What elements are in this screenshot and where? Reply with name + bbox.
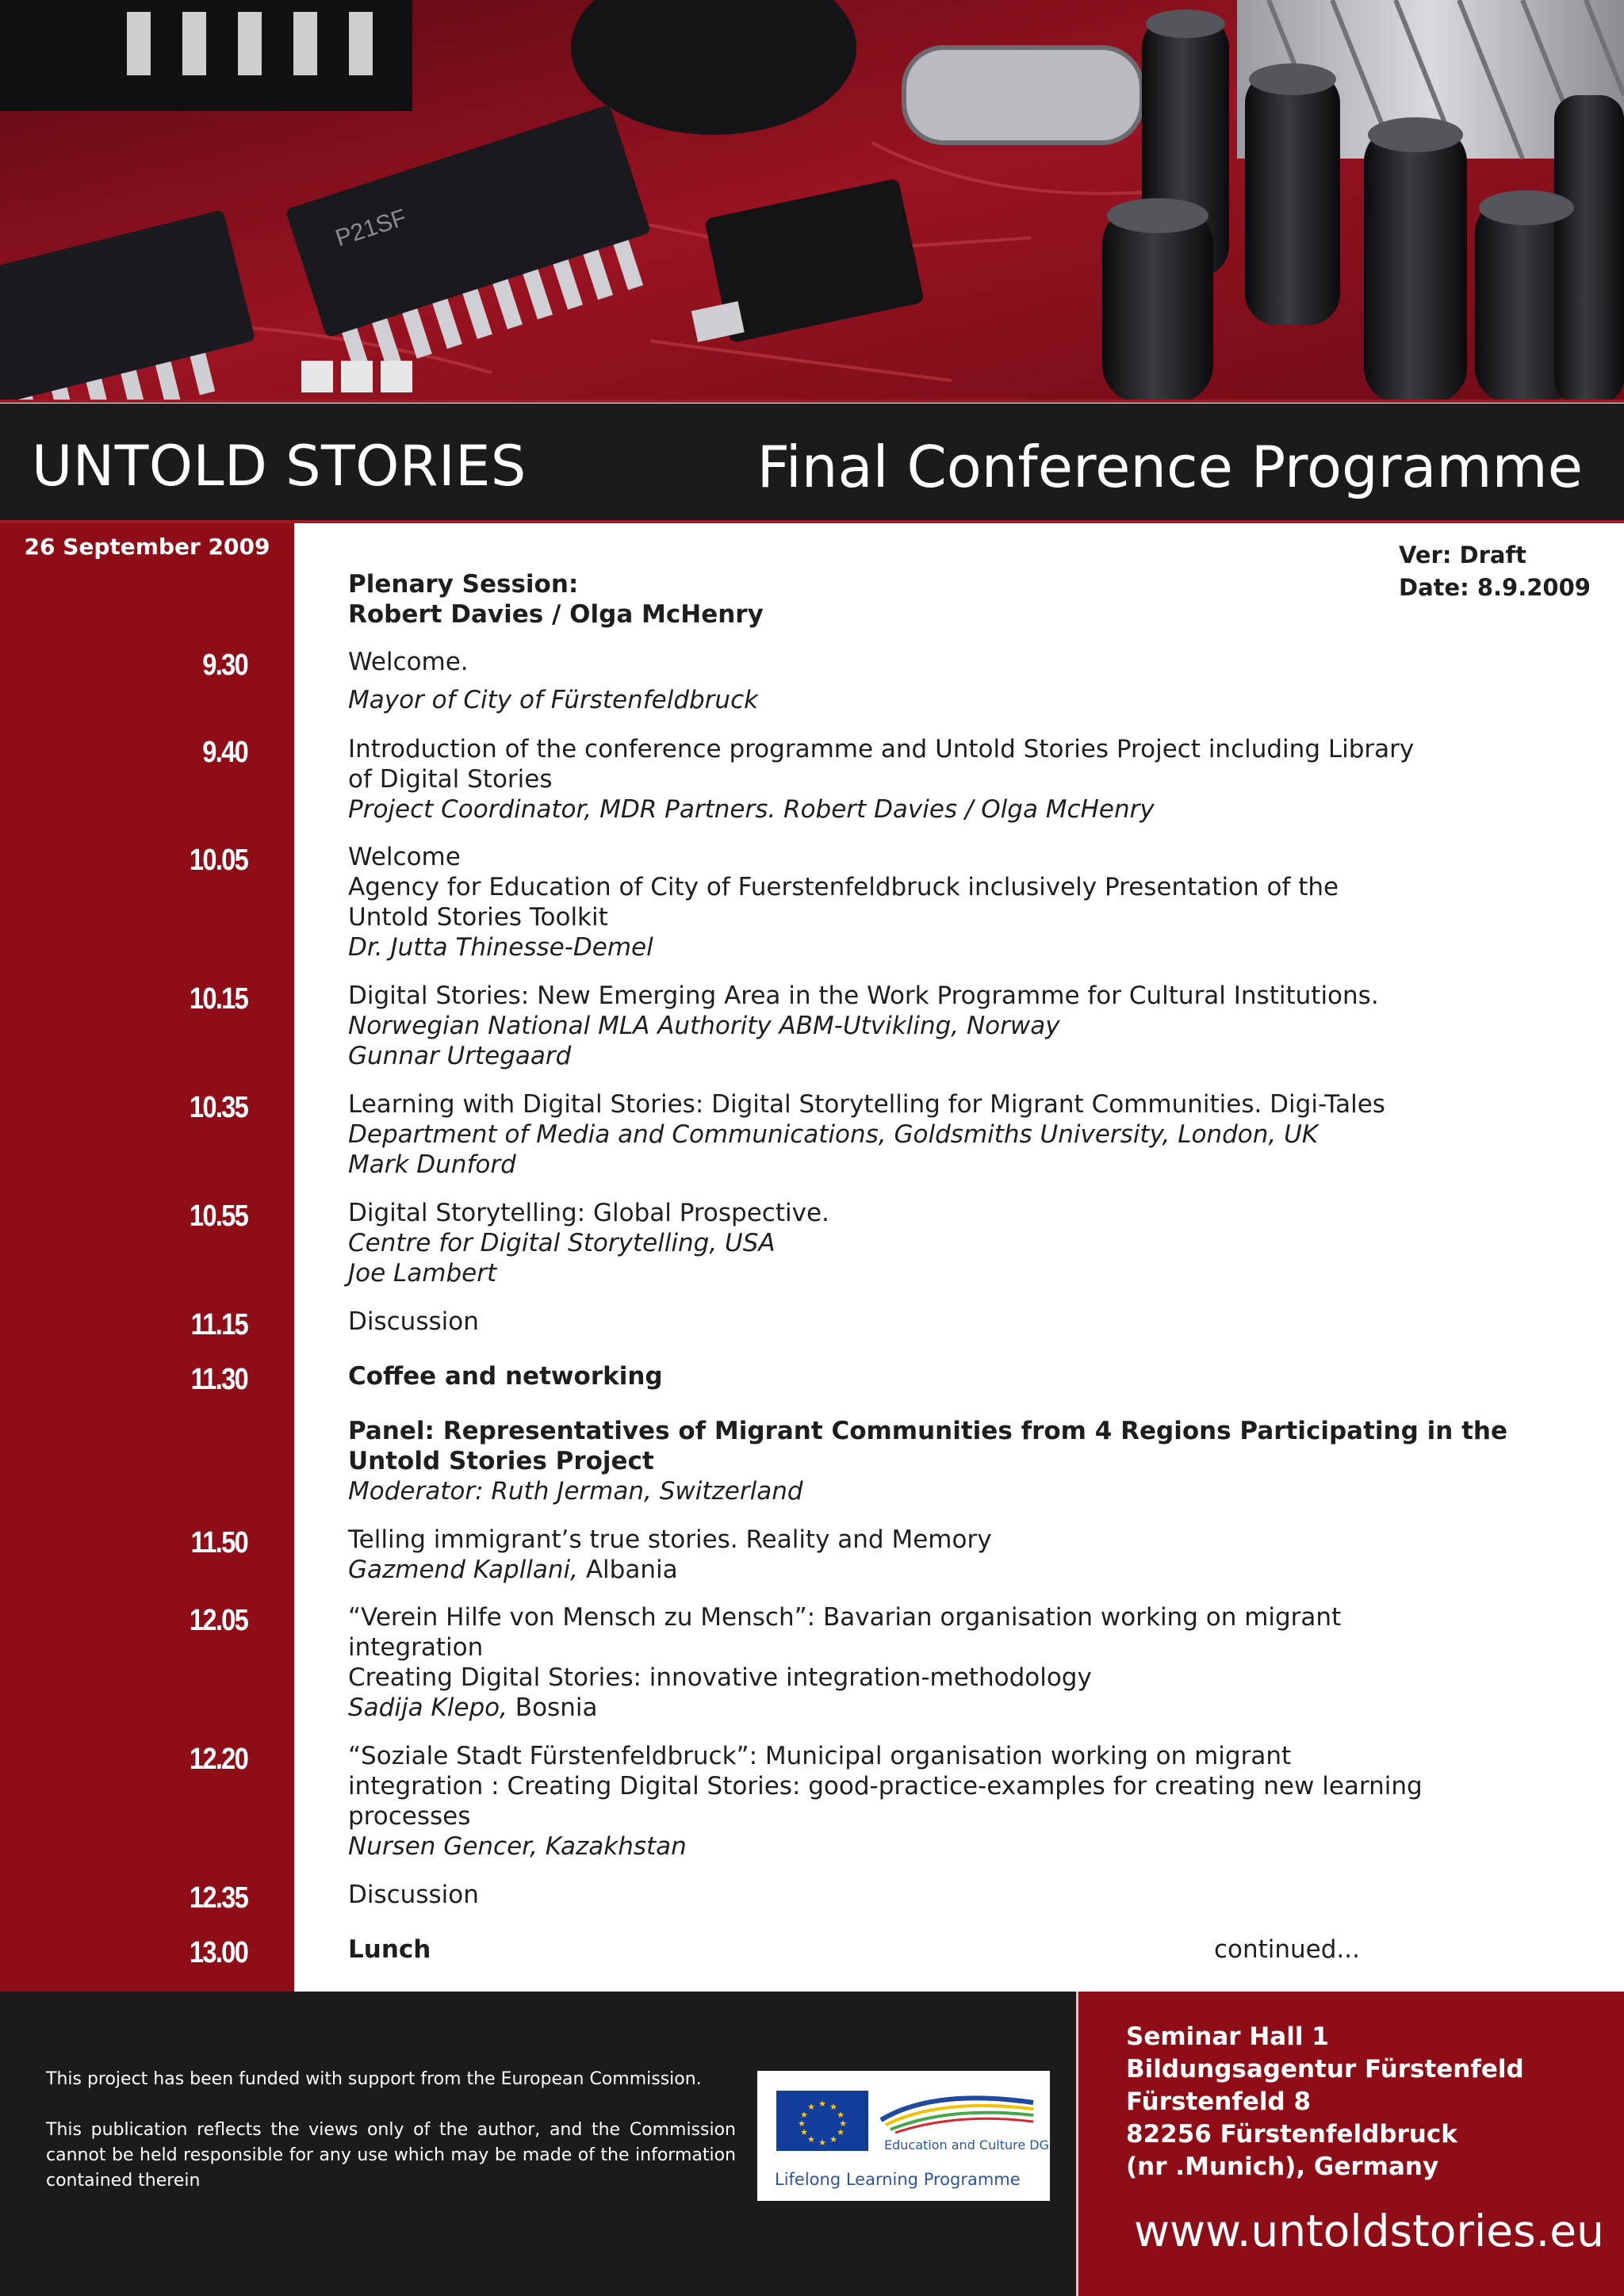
continued-note: continued...: [1213, 1935, 1360, 1964]
item-organisation: Centre for Digital Storytelling, USA: [348, 1229, 776, 1257]
item-title: processes: [348, 1802, 471, 1831]
time-slot: 11.50: [190, 1526, 247, 1559]
item-title: Welcome.: [348, 648, 469, 676]
item-speaker: Mayor of City of Fürstenfeldbruck: [348, 686, 759, 714]
eu-logo: [757, 2071, 1050, 2201]
time-slot: 12.35: [189, 1881, 247, 1915]
version-date: Date: 8.9.2009: [1399, 574, 1591, 601]
footer-disclaimer-panel: [0, 1992, 1076, 2296]
programme-item: [348, 1602, 1363, 1723]
item-origin: Albania: [577, 1556, 678, 1584]
version-info: [1399, 539, 1591, 604]
item-speaker: Joe Lambert: [348, 1259, 497, 1288]
version-label: Ver: Draft: [1399, 541, 1526, 568]
circuit-board-image: [0, 0, 1624, 403]
item-speaker: Gazmend Kapllani,: [348, 1556, 578, 1584]
panel-moderator: Moderator: Ruth Jerman, Switzerland: [348, 1477, 803, 1506]
conference-date: 26 September 2009: [24, 534, 270, 560]
hero-photo: [0, 0, 1624, 403]
programme-item: [348, 1089, 1385, 1180]
item-origin: Bosnia: [507, 1693, 598, 1722]
item-title: Introduction of the conference programme and Untold Stories Project including Library: [348, 735, 1415, 763]
programme-item: [348, 1880, 1363, 1910]
item-title: Agency for Education of City of Fuerstenfeldbruck inclusively Presentation of the: [348, 873, 1339, 901]
item-title: Digital Storytelling: Global Prospective.: [348, 1199, 829, 1227]
programme-item: [348, 734, 1415, 825]
address-line: Bildungsagentur Fürstenfeld: [1126, 2055, 1524, 2084]
funding-note: This project has been funded with support from the European Commission.: [46, 2069, 702, 2089]
item-speaker: Dr. Jutta Thinesse-Demel: [348, 933, 653, 962]
svg-text:★: ★: [807, 2134, 815, 2145]
venue-address: [1126, 2021, 1524, 2183]
time-slot: 9.40: [202, 736, 247, 769]
svg-text:★: ★: [807, 2102, 815, 2112]
item-title: Welcome: [348, 843, 461, 871]
svg-text:★: ★: [829, 2134, 837, 2145]
item-title: Telling immigrant’s true stories. Reality and Memory: [348, 1525, 992, 1554]
item-title: integration : Creating Digital Stories: good-practice-examples for creating new learning: [348, 1772, 1423, 1800]
time-slot: 10.55: [189, 1200, 247, 1233]
item-speaker: Mark Dunford: [348, 1150, 516, 1179]
programme-item: [348, 1525, 1363, 1585]
item-speaker-line: [348, 1693, 1363, 1723]
panel-title: Untold Stories Project: [348, 1447, 654, 1475]
address-line: Seminar Hall 1: [1126, 2022, 1329, 2051]
programme-item: [348, 1741, 1423, 1862]
svg-text:★: ★: [800, 2127, 808, 2137]
item-organisation: Norwegian National MLA Authority ABM-Utvikling, Norway: [348, 1012, 1060, 1040]
svg-text:★: ★: [837, 2127, 845, 2137]
time-slot: 10.15: [189, 982, 247, 1016]
time-slot: 13.00: [189, 1936, 247, 1969]
item-title: Learning with Digital Stories: Digital Storytelling for Migrant Communities. Digi-Tales: [348, 1090, 1385, 1119]
disclaimer: [46, 2067, 736, 2194]
logo-programme-text: Lifelong Learning Programme: [775, 2170, 1021, 2189]
item-title: Discussion: [348, 1881, 479, 1909]
address-line: (nr .Munich), Germany: [1126, 2152, 1439, 2181]
item-title: “Verein Hilfe von Mensch zu Mensch”: Bavarian organisation working on migrant: [348, 1603, 1342, 1632]
project-title: UNTOLD STORIES: [32, 434, 527, 499]
swoosh-icon: [878, 2085, 1036, 2139]
time-slot: 9.30: [202, 649, 247, 682]
item-title: Creating Digital Stories: innovative integration-methodology: [348, 1663, 1092, 1692]
programme-item: [348, 981, 1379, 1071]
programme-item: [348, 1198, 1363, 1288]
footer-venue-panel: [1076, 1992, 1624, 2296]
item-organisation: Department of Media and Communications, Goldsmiths University, London, UK: [348, 1120, 1319, 1149]
svg-text:★: ★: [839, 2118, 847, 2129]
session-chairs: Robert Davies / Olga McHenry: [348, 600, 764, 629]
svg-text:★: ★: [818, 2099, 826, 2109]
svg-text:P21SF: P21SF: [332, 204, 410, 252]
item-title: “Soziale Stadt Fürstenfeldbruck”: Municipal organisation working on migrant: [348, 1742, 1292, 1770]
programme-item: [348, 1361, 1363, 1391]
item-title: Digital Stories: New Emerging Area in the Work Programme for Cultural Institutions.: [348, 982, 1379, 1010]
time-column: [0, 523, 294, 1992]
programme-item: [348, 1934, 1363, 1965]
logo-dg-text: Education and Culture DG: [884, 2137, 1049, 2152]
item-title: integration: [348, 1633, 484, 1662]
address-line: 82256 Fürstenfeldbruck: [1126, 2120, 1457, 2149]
panel-heading: [348, 1416, 1507, 1506]
item-speaker: Gunnar Urtegaard: [348, 1042, 572, 1070]
item-title: Coffee and networking: [348, 1362, 663, 1391]
item-title: Discussion: [348, 1307, 479, 1336]
time-slot: 10.35: [189, 1091, 247, 1124]
document-title: Final Conference Programme: [756, 434, 1583, 500]
time-slot: 12.05: [189, 1604, 247, 1637]
time-slot: 12.20: [189, 1743, 247, 1776]
svg-text:★: ★: [800, 2110, 808, 2120]
item-speaker-line: [348, 1555, 1363, 1585]
item-speaker: Nursen Gencer, Kazakhstan: [348, 1832, 687, 1861]
svg-text:★: ★: [837, 2110, 845, 2120]
svg-text:★: ★: [829, 2102, 837, 2112]
item-title: Untold Stories Toolkit: [348, 903, 608, 932]
address-line: Fürstenfeld 8: [1126, 2087, 1312, 2116]
svg-text:★: ★: [798, 2118, 806, 2129]
session-heading: [348, 569, 1363, 629]
title-band: [0, 404, 1624, 523]
item-title: Lunch: [348, 1935, 431, 1964]
programme-item: [348, 1307, 1363, 1337]
hero-divider: [0, 400, 1624, 403]
item-speaker: Sadija Klepo,: [348, 1693, 508, 1722]
liability-note: This publication reflects the views only of the author, and the Commission cannot be held responsible for any use which may be made of the information contained therein: [46, 2120, 736, 2191]
programme-item: [348, 647, 1363, 715]
session-title: Plenary Session:: [348, 570, 579, 599]
svg-text:★: ★: [818, 2137, 826, 2148]
item-speaker: Project Coordinator, MDR Partners. Robert Davies / Olga McHenry: [348, 795, 1155, 824]
time-slot: 11.15: [190, 1308, 247, 1341]
time-slot: 11.30: [190, 1363, 247, 1396]
eu-flag-icon: [776, 2091, 868, 2151]
time-slot: 10.05: [189, 844, 247, 877]
panel-title: Panel: Representatives of Migrant Communities from 4 Regions Participating in the: [348, 1417, 1507, 1445]
programme-item: [348, 842, 1363, 962]
website-link[interactable]: www.untoldstories.eu: [1134, 2206, 1604, 2256]
item-title: of Digital Stories: [348, 765, 553, 794]
